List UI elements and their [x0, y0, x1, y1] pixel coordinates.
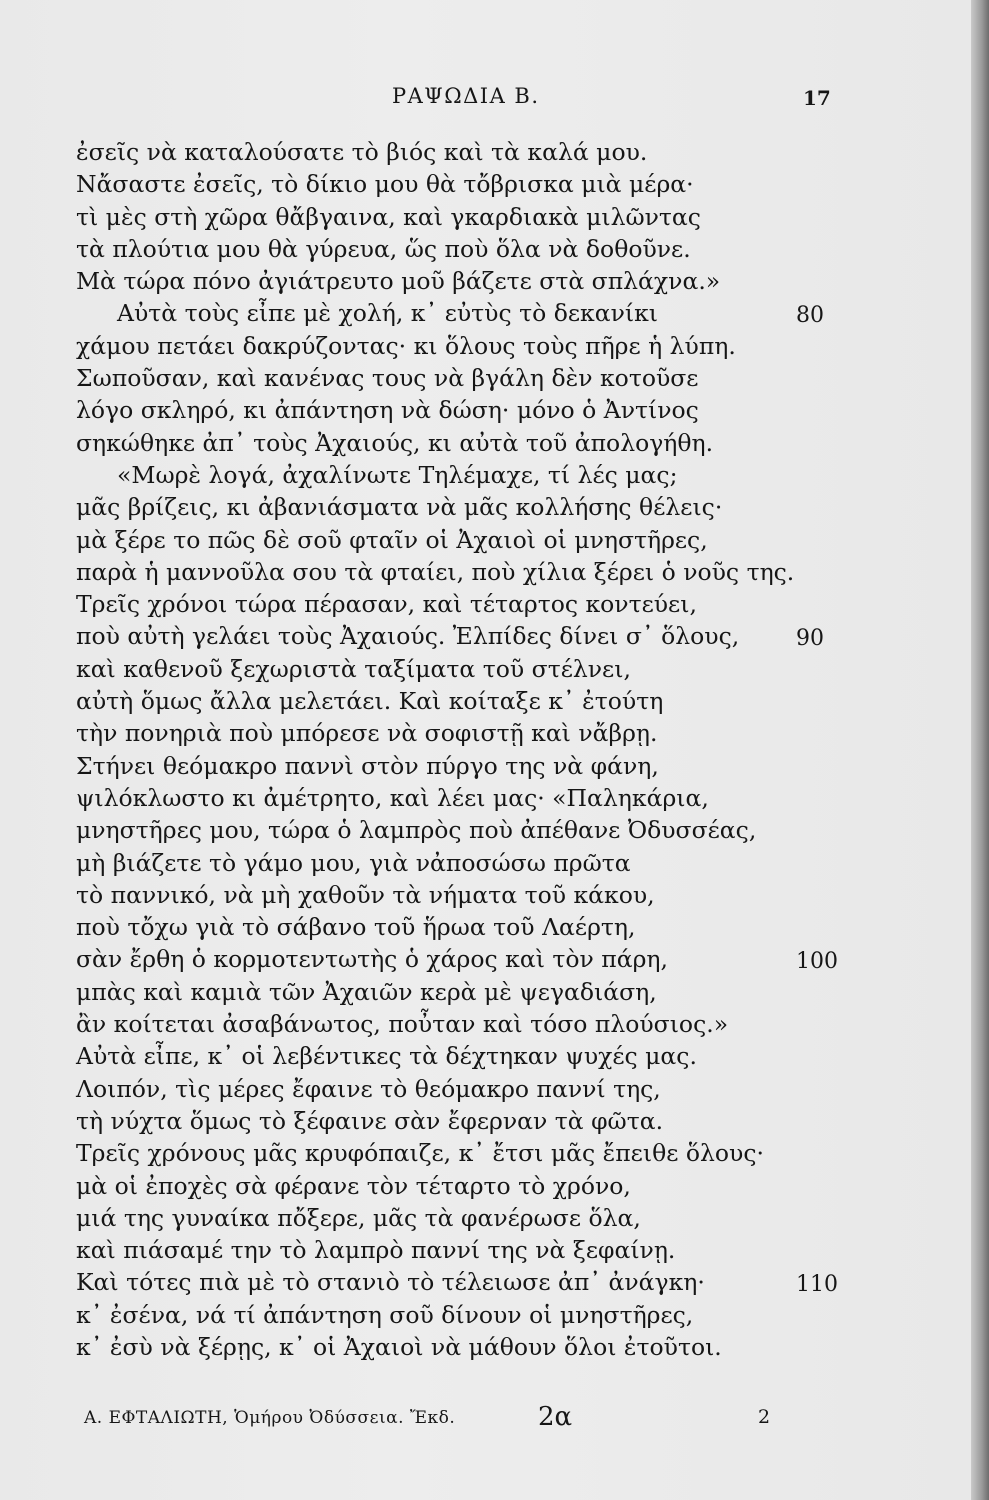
footer-edition: 2α [538, 1402, 573, 1432]
poem-text [76, 136, 836, 1363]
verse-text: τὶ μὲς στὴ χῶρα θἄβγαινα, καὶ γκαρδιακὰ μιλῶντας [76, 202, 701, 231]
verse-text: τὴ νύχτα ὅμως τὸ ξέφαινε σὰν ἔφερναν τὰ φῶτα. [76, 1106, 664, 1135]
verse-line [76, 750, 836, 782]
verse-text: Μὰ τώρα πόνο ἀγιάτρευτο μοῦ βάζετε στὰ σπλάχνα.» [76, 267, 721, 296]
verse-text: ἂν κοίτεται ἀσαβάνωτος, ποὖταν καὶ τόσο πλούσιος.» [76, 1010, 729, 1039]
verse-line [76, 976, 836, 1008]
verse-text: σηκώθηκε ἀπ᾽ τοὺς Ἀχαιούς, κι αὐτὰ τοῦ ἀπολογήθη. [76, 428, 714, 457]
verse-line [76, 1073, 836, 1105]
verse-text: ποὺ αὐτὴ γελάει τοὺς Ἀχαιούς. Ἐλπίδες δίνει σ᾽ ὅλους, [76, 622, 740, 651]
verse-line [76, 524, 836, 556]
verse-line [76, 1299, 836, 1331]
verse-text: μπὰς καὶ καμιὰ τῶν Ἀχαιῶν κερὰ μὲ ψεγαδιάση, [76, 977, 657, 1006]
verse-line [76, 1008, 836, 1040]
verse-text: παρὰ ἡ μαννοῦλα σου τὰ φταίει, ποὺ χίλια ξέρει ὁ νοῦς της. [76, 557, 795, 586]
verse-line [76, 814, 836, 846]
verse-line [76, 330, 836, 362]
verse-line [76, 491, 836, 523]
line-number: 100 [796, 949, 838, 975]
verse-text: κ᾽ ἐσένα, νά τί ἀπάντηση σοῦ δίνουν οἱ μνηστῆρες, [76, 1300, 694, 1329]
page-footer [0, 1400, 989, 1440]
verse-line [76, 201, 836, 233]
verse-text: μνηστῆρες μου, τώρα ὁ λαμπρὸς ποὺ ἀπέθανε Ὀδυσσέας, [76, 816, 757, 845]
page-header [0, 78, 989, 114]
verse-text: τὰ πλούτια μου θὰ γύρευα, ὥς ποὺ ὅλα νὰ δοθοῦνε. [76, 234, 691, 263]
verse-line [76, 427, 836, 459]
verse-line [76, 556, 836, 588]
verse-line [76, 168, 836, 200]
verse-text: χάμου πετάει δακρύζοντας· κι ὅλους τοὺς πῆρε ἡ λύπη. [76, 331, 736, 360]
verse-line [76, 362, 836, 394]
verse-line [76, 1266, 836, 1298]
verse-text: κ᾽ ἐσὺ νὰ ξέρῃς, κ᾽ οἱ Ἀχαιοὶ νὰ μάθουν ὅλοι ἐτοῦτοι. [76, 1332, 722, 1361]
verse-line [76, 1105, 836, 1137]
verse-line [76, 1040, 836, 1072]
verse-text: μιά της γυναίκα πὄξερε, μᾶς τὰ φανέρωσε ὅλα, [76, 1203, 641, 1232]
verse-line [76, 588, 836, 620]
line-number: 110 [796, 1272, 838, 1298]
verse-line [76, 1234, 836, 1266]
verse-text: αὐτὴ ὅμως ἄλλα μελετάει. Καὶ κοίταξε κ᾽ ἐτούτη [76, 687, 664, 716]
verse-text: τὸ παννικό, νὰ μὴ χαθοῦν τὰ νήματα τοῦ κάκου, [76, 880, 655, 909]
verse-line [76, 685, 836, 717]
verse-line [76, 620, 836, 652]
verse-text: ψιλόκλωστο κι ἀμέτρητο, καὶ λέει μας· «Παληκάρια, [76, 783, 709, 812]
verse-text: Αὐτὰ εἶπε, κ᾽ οἱ λεβέντικες τὰ δέχτηκαν ψυχές μας. [76, 1042, 697, 1071]
verse-line [76, 1202, 836, 1234]
verse-text: Λοιπόν, τὶς μέρες ἔφαινε τὸ θεόμακρο παννί της, [76, 1074, 661, 1103]
verse-text: Καὶ τότες πιὰ μὲ τὸ στανιὸ τὸ τέλειωσε ἀπ᾽ ἀνάγκη· [76, 1268, 705, 1297]
verse-line [76, 459, 836, 491]
verse-line [76, 1137, 836, 1169]
verse-text: καὶ καθενοῦ ξεχωριστὰ ταξίματα τοῦ στέλνει, [76, 654, 631, 683]
verse-line [76, 297, 836, 329]
verse-line [76, 717, 836, 749]
verse-text: Αὐτὰ τοὺς εἶπε μὲ χολή, κ᾽ εὐτὺς τὸ δεκανίκι [117, 299, 658, 328]
verse-text: ποὺ τὄχω γιὰ τὸ σάβανο τοῦ ἥρωα τοῦ Λαέρτη, [76, 913, 636, 942]
verse-line [76, 782, 836, 814]
verse-text: καὶ πιάσαμέ την τὸ λαμπρὸ παννί της νὰ ξεφαίνῃ. [76, 1236, 676, 1265]
verse-line [76, 879, 836, 911]
footer-signature: 2 [758, 1406, 771, 1428]
verse-line [76, 1170, 836, 1202]
verse-line [76, 911, 836, 943]
verse-text: Νἄσαστε ἐσεῖς, τὸ δίκιο μου θὰ τὄβρισκα μιὰ μέρα· [76, 170, 694, 199]
footer-citation: Α. ΕΦΤΑΛΙΩΤΗ, Ὁμήρου Ὀδύσσεια. Ἔκδ. [84, 1408, 456, 1428]
verse-text: Στήνει θεόμακρο παννὶ στὸν πύργο της νὰ φάνη, [76, 751, 659, 780]
line-number: 80 [796, 303, 824, 329]
verse-line [76, 943, 836, 975]
verse-text: Σωποῦσαν, καὶ κανένας τους νὰ βγάλη δὲν κοτοῦσε [76, 364, 699, 393]
verse-text: σὰν ἔρθη ὁ κορμοτεντωτὴς ὁ χάρος καὶ τὸν πάρη, [76, 945, 668, 974]
verse-text: τὴν πονηριὰ ποὺ μπόρεσε νὰ σοφιστῇ καὶ νἄβρῃ. [76, 719, 658, 748]
verse-text: μᾶς βρίζεις, κι ἀβανιάσματα νὰ μᾶς κολλήσης θέλεις· [76, 493, 723, 522]
running-head: ΡΑΨΩΔΙΑ Β. [392, 84, 540, 108]
line-number: 90 [796, 626, 824, 652]
verse-line [76, 265, 836, 297]
verse-text: μὴ βιάζετε τὸ γάμο μου, γιὰ νἀποσώσω πρῶτα [76, 848, 631, 877]
page-number: 17 [803, 86, 831, 110]
verse-line [76, 653, 836, 685]
verse-line [76, 847, 836, 879]
verse-text: μὰ οἱ ἐποχὲς σὰ φέρανε τὸν τέταρτο τὸ χρόνο, [76, 1171, 631, 1200]
verse-text: ἐσεῖς νὰ καταλούσατε τὸ βιός καὶ τὰ καλά μου. [76, 138, 648, 166]
verse-text: μὰ ξέρε το πῶς δὲ σοῦ φταῖν οἱ Ἀχαιοὶ οἱ μνηστῆρες, [76, 525, 708, 554]
page-edge-shadow [971, 0, 989, 1500]
verse-text: Τρεῖς χρόνους μᾶς κρυφόπαιζε, κ᾽ ἔτσι μᾶς ἔπειθε ὅλους· [76, 1139, 764, 1168]
verse-line [76, 233, 836, 265]
verse-text: «Μωρὲ λογά, ἀχαλίνωτε Τηλέμαχε, τί λές μας; [117, 460, 678, 489]
verse-line [76, 136, 836, 168]
verse-line [76, 1331, 836, 1363]
verse-text: λόγο σκληρό, κι ἀπάντηση νὰ δώση· μόνο ὁ Ἀντίνος [76, 396, 699, 425]
verse-text: Τρεῖς χρόνοι τώρα πέρασαν, καὶ τέταρτος κοντεύει, [76, 590, 697, 619]
verse-line [76, 394, 836, 426]
